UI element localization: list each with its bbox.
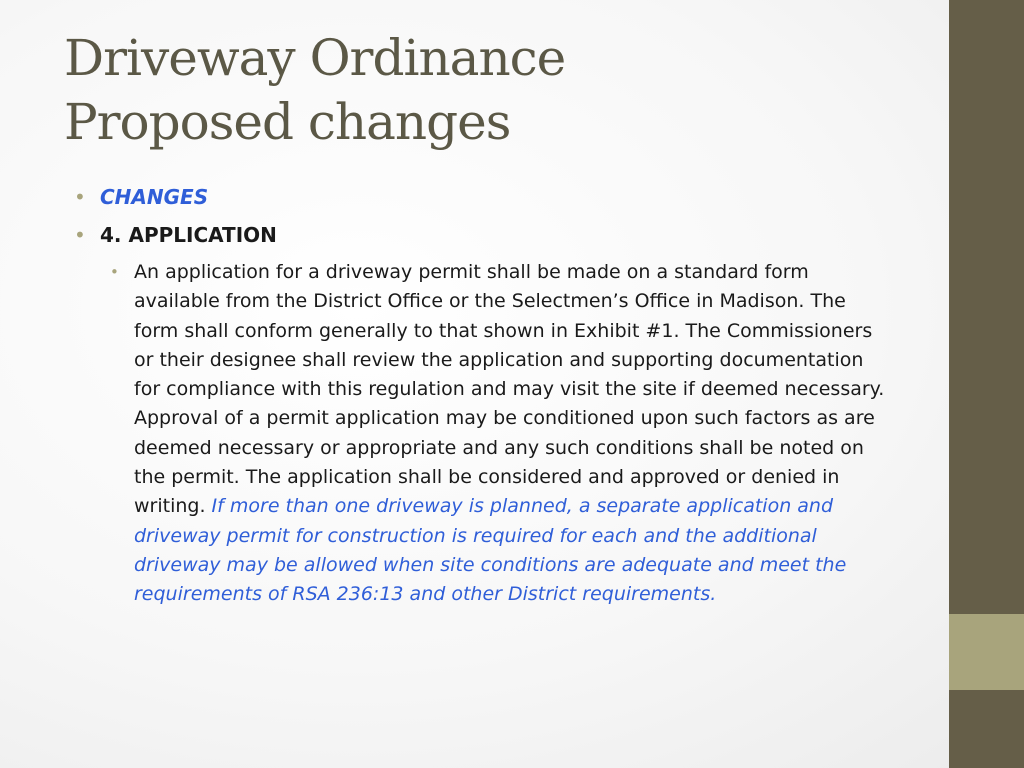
- bullet-dot-icon: •: [74, 223, 86, 247]
- sub-bullet-application-text: [106, 258, 894, 610]
- slide-title-line-1: Driveway Ordinance: [64, 29, 566, 87]
- decorative-side-band-accent: [949, 614, 1024, 690]
- sub-bullet-dot-icon: •: [110, 263, 119, 281]
- application-paragraph: An application for a driveway permit shall be made on a standard form available from the District Office or the Selectmen’s Office in Madison. The form shall conform generally to that shown in Exhibit #1. The Commissioners or their designee shall review the application and supporting documentation for compliance with this regulation and may visit the site if deemed necessary. Approval of a permit application may be conditioned upon such factors as are deemed necessary or appropriate and any such conditions shall be noted on the permit. The application shall be considered and approved or denied in writing.: [134, 261, 885, 518]
- bullet-application-text: 4. APPLICATION: [100, 223, 277, 247]
- slide-content: [72, 182, 922, 610]
- bullet-application: [72, 220, 922, 250]
- bullet-changes-text: CHANGES: [100, 185, 209, 209]
- bullet-dot-icon: •: [74, 185, 86, 209]
- slide-title-line-2: Proposed changes: [64, 93, 511, 151]
- proposed-change-text: If more than one driveway is planned, a separate application and driveway permit for construction is required for each and the additional driveway may be allowed when site conditions are adequate and meet the requirements of RSA 236:13 and other District requirements.: [134, 495, 847, 606]
- bullet-changes: [72, 182, 922, 212]
- slide-title: [64, 26, 924, 154]
